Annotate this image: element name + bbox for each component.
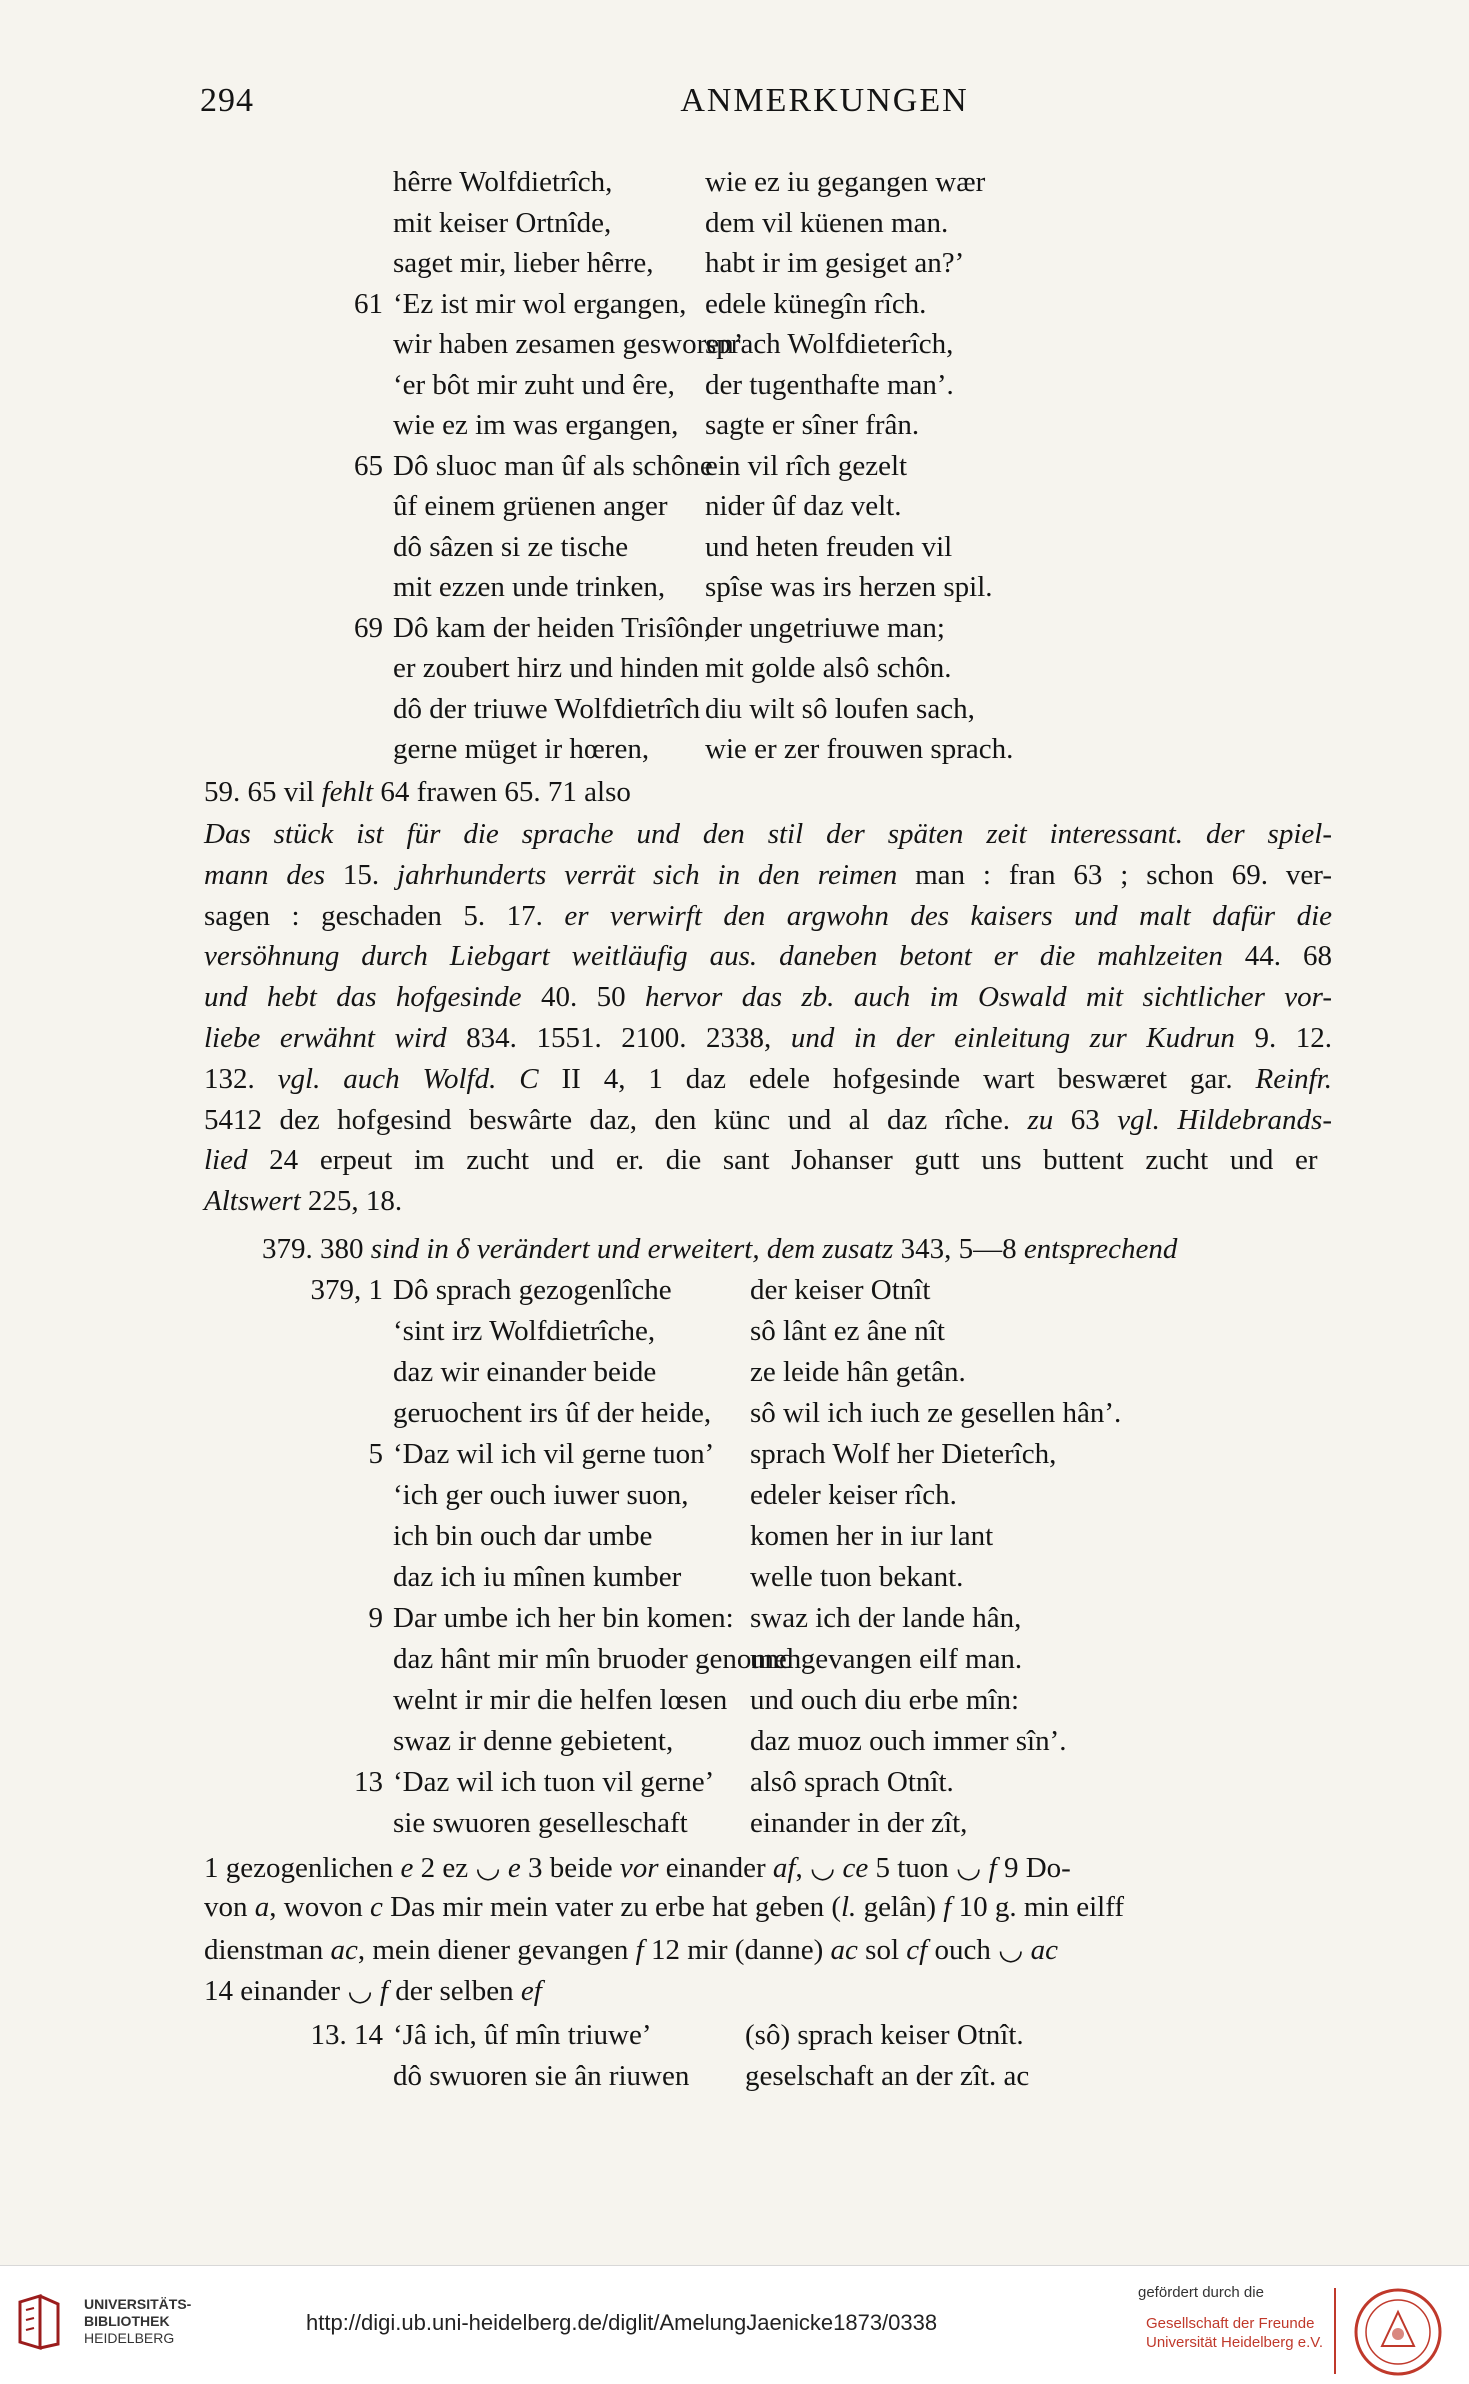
first-half-line: gerne müget ir hœren, (393, 733, 650, 765)
first-half-line: wir haben zesamen gesworen’ (393, 328, 744, 360)
paragraph-line (204, 859, 1332, 899)
text-run: l. (841, 1891, 857, 1923)
second-half-line: dem vil küenen man. (705, 206, 949, 239)
first-half-line: daz ich iu mînen kumber (393, 1561, 682, 1593)
second-half-line: daz muoz ouch immer sîn’. (750, 1725, 1067, 1757)
second-half-line: sprach Wolfdieterîch, (705, 328, 954, 360)
text-run: von (204, 1891, 255, 1923)
sponsor-society (1146, 2314, 1323, 2352)
text-run: 225, 18. (307, 1185, 403, 1218)
university-seal-icon (1352, 2286, 1444, 2378)
text-run: vor (619, 1852, 659, 1884)
second-half-line: sagte er sîner frân. (705, 409, 920, 441)
text-run: man : fran 63 ; schon 69. ver- (915, 858, 1333, 891)
running-title: ANMERKUNGEN (680, 82, 969, 119)
text-run: f (635, 1934, 644, 1966)
second-half-line: komen her in iur lant (750, 1520, 994, 1552)
second-half-line: edele künegîn rîch. (705, 287, 927, 320)
second-half-line: habt ir im gesiget an?’ (705, 247, 965, 279)
paragraph-line (204, 900, 1332, 940)
text-run: ac (1030, 1934, 1059, 1966)
text-run: gelân) (856, 1891, 944, 1923)
text-run: 15. (342, 858, 398, 891)
text-run: 343, 5—8 (900, 1233, 1024, 1265)
text-run: cf (906, 1934, 928, 1966)
text-run: ef (520, 1975, 542, 2007)
second-half-line: und gevangen eilf man. (750, 1643, 1023, 1675)
verse-number: 69 (354, 611, 383, 644)
text-run: 834. 1551. 2100. 2338, (466, 1022, 791, 1054)
second-half-line: der keiser Otnît (750, 1274, 931, 1306)
first-half-line: ‘Daz wil ich vil gerne tuon’ (393, 1438, 715, 1470)
second-half-line: sô lânt ez âne nît (750, 1315, 945, 1347)
second-half-line: geselschaft an der zît. ac (745, 2060, 1030, 2092)
first-half-line: ‘Daz wil ich tuon vil gerne’ (393, 1766, 715, 1798)
second-half-line: und ouch diu erbe mîn: (750, 1684, 1020, 1716)
text-run: 1 gezogenlichen (204, 1852, 401, 1884)
text-run: Das mir mein vater zu erbe hat geben ( (382, 1891, 841, 1923)
text-run: hervor das zb. auch im Oswald mit sichtlicher vor- (645, 981, 1333, 1014)
first-half-line: wie ez im was ergangen, (393, 409, 679, 441)
text-run: 5412 dez hofgesind beswârte daz, den künc und al daz rîche. (204, 1103, 1028, 1136)
second-half-line: wie er zer frouwen sprach. (705, 733, 1014, 765)
text-run: sol (857, 1934, 907, 1966)
verse-number: 13. 14 (310, 2019, 383, 2051)
second-half-line: der tugenthafte man’. (705, 368, 954, 401)
second-half-line: welle tuon bekant. (750, 1561, 964, 1593)
sponsor-label: gefördert durch die (1138, 2284, 1264, 2301)
section-2-intro (262, 1233, 1177, 1273)
verse-number: 379, 1 (310, 1274, 383, 1306)
text-run: vgl. auch Wolfd. C (277, 1062, 562, 1095)
text-run: c (369, 1891, 383, 1923)
text-run: 3 beide (520, 1852, 620, 1884)
first-half-line: dô der triuwe Wolfdietrîch (393, 692, 701, 725)
text-run: , mein diener gevangen (357, 1934, 636, 1966)
text-run: ac (830, 1934, 858, 1966)
paragraph-line (204, 940, 1332, 980)
paragraph-line (204, 1185, 1332, 1225)
first-half-line: ‘Ez ist mir wol ergangen, (393, 287, 687, 320)
first-half-line: hêrre Wolfdietrîch, (393, 166, 613, 198)
text-run: ac (330, 1934, 358, 1966)
permalink-url[interactable]: http://digi.ub.uni-heidelberg.de/diglit/AmelungJaenicke1873/0338 (306, 2310, 938, 2335)
library-name-line: HEIDELBERG (84, 2330, 175, 2346)
text-run: Reinfr. (1255, 1062, 1333, 1095)
digitization-footer (0, 2265, 1469, 2384)
text-run: , ◡ (795, 1852, 843, 1884)
second-half-line: alsô sprach Otnît. (750, 1766, 954, 1798)
text-run: 40. 50 (540, 981, 645, 1014)
text-run: entsprechend (1023, 1233, 1178, 1265)
text-run: sind in δ verändert und erweitert, dem zusatz (370, 1233, 901, 1265)
text-run: 379. 380 (262, 1233, 371, 1265)
variant-text: 64 frawen 65. 71 also (380, 776, 631, 808)
first-half-line: daz wir einander beide (393, 1356, 657, 1388)
text-run: jahrhunderts verrät sich in den reimen (397, 858, 916, 891)
text-run: , wovon (269, 1891, 370, 1923)
second-half-line: swaz ich der lande hân, (750, 1602, 1022, 1634)
first-half-line: er zoubert hirz und hinden (393, 652, 700, 684)
second-half-line: nider ûf daz velt. (705, 490, 902, 522)
variant-text: 59. 65 vil (204, 776, 315, 808)
text-run: f (379, 1975, 388, 2007)
first-half-line: dô sâzen si ze tische (393, 530, 629, 563)
text-run: f (988, 1852, 997, 1884)
text-run: a (254, 1891, 270, 1923)
first-half-line: sie swuoren geselleschaft (393, 1807, 688, 1839)
text-run: und hebt das hofgesinde (204, 981, 541, 1014)
paragraph-line (204, 1932, 1058, 1972)
paragraph-line (204, 1891, 1124, 1931)
first-half-line: geruochent irs ûf der heide, (393, 1397, 712, 1429)
page-header (200, 82, 1339, 132)
first-half-line: ich bin ouch dar umbe (393, 1520, 653, 1552)
text-run: versöhnung durch Liebgart weitläufig aus. daneben betont er die mahlzeiten (204, 940, 1245, 973)
verse-number: 65 (354, 449, 383, 482)
paragraph-line (204, 981, 1332, 1021)
paragraph-line (204, 1063, 1332, 1103)
text-run: 132. (204, 1062, 278, 1095)
variants-line-1 (204, 776, 631, 816)
text-run: 10 g. min eilff (951, 1891, 1124, 1923)
verse-number: 5 (368, 1438, 383, 1470)
text-run: lied (204, 1144, 270, 1177)
text-run: der selben (387, 1975, 521, 2007)
text-run: mann des (204, 858, 343, 891)
second-half-line: sô wil ich iuch ze gesellen hân’. (750, 1397, 1122, 1429)
text-run: und in der einleitung zur Kudrun (790, 1022, 1255, 1054)
library-name-line: BIBLIOTHEK (84, 2313, 170, 2329)
second-half-line: einander in der zît, (750, 1807, 968, 1839)
text-run: af (772, 1852, 796, 1884)
first-half-line: ‘er bôt mir zuht und êre, (393, 368, 675, 401)
text-run: er verwirft den argwohn des kaisers und malt dafür die (564, 899, 1332, 932)
second-half-line: sprach Wolf her Dieterîch, (750, 1438, 1057, 1470)
first-half-line: ‘ich ger ouch iuwer suon, (393, 1479, 689, 1511)
verse-number: 61 (354, 287, 383, 320)
first-half-line: Dô sluoc man ûf als schône (393, 449, 713, 482)
text-run: f (943, 1891, 952, 1923)
paragraph-line (204, 1850, 1071, 1890)
text-run: 14 einander ◡ (204, 1975, 380, 2007)
first-half-line: swaz ir denne gebietent, (393, 1725, 674, 1757)
text-run: ce (842, 1852, 869, 1884)
text-run: e (507, 1852, 521, 1884)
verse-number: 9 (368, 1602, 383, 1634)
paragraph-line (204, 1144, 1332, 1184)
library-logo-icon (16, 2294, 62, 2352)
text-run: 5 tuon ◡ (868, 1852, 989, 1884)
first-half-line: Dar umbe ich her bin komen: (393, 1602, 734, 1634)
variant-text: fehlt (321, 776, 374, 808)
text-run: 24 erpeut im zucht und er. die sant Johanser gutt uns buttent zucht und er (269, 1144, 1318, 1177)
second-half-line: spîse was irs herzen spil. (705, 571, 993, 603)
first-half-line: Dô kam der heiden Trisîôn, (393, 611, 712, 644)
verse-number: 13 (354, 1766, 383, 1798)
first-half-line: Dô sprach gezogenlîche (393, 1274, 672, 1306)
first-half-line: ‘sint irz Wolfdietrîche, (393, 1315, 656, 1347)
library-name (84, 2296, 191, 2347)
text-run: 9. 12. (1254, 1022, 1333, 1054)
text-run: einander (658, 1852, 773, 1884)
second-half-line: mit golde alsô schôn. (705, 652, 952, 684)
text-run: Das stück ist für die sprache und den stil der späten zeit interessant. der spiel- (204, 818, 1332, 850)
second-half-line: und heten freuden vil (705, 530, 953, 563)
library-name-line: UNIVERSITÄTS- (84, 2296, 192, 2312)
first-half-line: saget mir, lieber hêrre, (393, 247, 654, 279)
footer-divider (1334, 2288, 1336, 2374)
text-run: Altswert (204, 1185, 308, 1218)
text-run: liebe erwähnt wird (204, 1022, 467, 1054)
paragraph-line (204, 1022, 1332, 1062)
text-run: 12 mir (danne) (643, 1934, 831, 1966)
first-half-line: mit keiser Ortnîde, (393, 206, 612, 239)
text-run: II 4, 1 daz edele hofgesinde wart beswæret gar. (561, 1062, 1256, 1095)
paragraph-line (204, 818, 1332, 858)
first-half-line: mit ezzen unde trinken, (393, 571, 666, 603)
first-half-line: daz hânt mir mîn bruoder genomen (393, 1643, 802, 1675)
sponsor-society-line: Universität Heidelberg e.V. (1146, 2334, 1324, 2351)
text-run: e (400, 1852, 414, 1884)
text-run: zu (1027, 1103, 1071, 1136)
second-half-line: ze leide hân getân. (750, 1356, 966, 1388)
first-half-line: ‘Jâ ich, ûf mîn triuwe’ (393, 2019, 652, 2051)
second-half-line: ein vil rîch gezelt (705, 449, 908, 482)
first-half-line: dô swuoren sie ân riuwen (393, 2060, 690, 2092)
text-run: 44. 68 (1244, 940, 1332, 973)
text-run: dienstman (204, 1934, 331, 1966)
text-run: 63 (1070, 1103, 1118, 1136)
text-run: sagen : geschaden 5. 17. (204, 899, 565, 932)
first-half-line: welnt ir mir die helfen lœsen (393, 1684, 728, 1716)
first-half-line: ûf einem grüenen anger (393, 490, 668, 522)
second-half-line: diu wilt sô loufen sach, (705, 692, 975, 725)
text-run: 9 Do- (996, 1852, 1071, 1884)
second-half-line: der ungetriuwe man; (705, 611, 945, 644)
paragraph-line (204, 1973, 542, 2013)
second-half-line: edeler keiser rîch. (750, 1479, 957, 1511)
text-run: vgl. Hildebrands- (1117, 1103, 1332, 1136)
sponsor-society-line: Gesellschaft der Freunde (1146, 2315, 1315, 2332)
second-half-line: (sô) sprach keiser Otnît. (745, 2019, 1024, 2051)
text-run: 2 ez ◡ (413, 1852, 508, 1884)
second-half-line: wie ez iu gegangen wær (705, 166, 986, 198)
paragraph-line (204, 1104, 1332, 1144)
text-run: ouch ◡ (927, 1934, 1031, 1966)
page-number: 294 (200, 82, 254, 119)
